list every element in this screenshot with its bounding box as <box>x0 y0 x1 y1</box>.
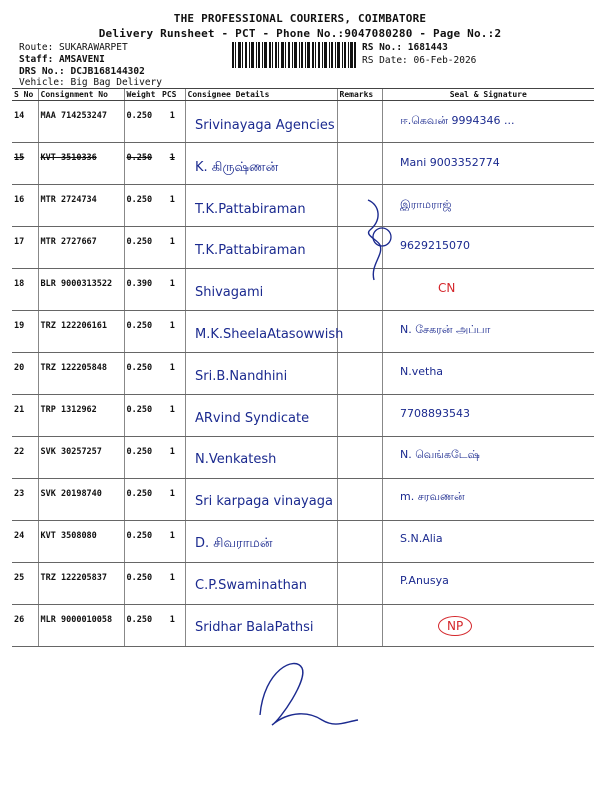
cell-sno-text: 24 <box>14 531 25 541</box>
cell-consignment <box>38 437 124 479</box>
handwritten-consignee: C.P.Swaminathan <box>195 577 308 593</box>
table-row <box>12 353 594 395</box>
handwritten-seal-signature: NP <box>438 616 472 636</box>
cell-weight-text: 0.250 <box>126 447 153 457</box>
table-row <box>12 143 594 185</box>
handwritten-consignee: Sri.B.Nandhini <box>195 368 288 384</box>
cell-pcs-text: 1 <box>169 279 175 289</box>
cell-pcs-text: 1 <box>169 195 175 205</box>
cell-pcs <box>160 605 185 647</box>
cell-weight <box>124 143 160 185</box>
staff-label: Staff: AMSAVENI <box>19 54 105 65</box>
cell-weight <box>124 395 160 437</box>
cell-weight-text: 0.250 <box>126 237 153 247</box>
cell-remarks <box>337 437 382 479</box>
cell-consignment <box>38 395 124 437</box>
runsheet-subtitle: Delivery Runsheet - PCT - Phone No.:9047080280 - Page No.:2 <box>98 27 502 40</box>
bottom-signature-icon <box>250 650 370 735</box>
cell-consignment-text: KVT 3508080 <box>40 531 97 541</box>
col-consignment: Consignment No <box>38 89 124 101</box>
cell-sno <box>12 521 38 563</box>
cell-sno <box>12 479 38 521</box>
handwritten-consignee: D. சிவராமன் <box>195 536 273 551</box>
cell-weight-text: 0.250 <box>126 405 153 415</box>
handwritten-consignee: ARvind Syndicate <box>195 410 310 426</box>
cell-seal <box>382 605 594 647</box>
cell-weight <box>124 311 160 353</box>
cell-sno-text: 26 <box>14 615 25 625</box>
cell-pcs-text: 1 <box>169 489 175 499</box>
drs-number: DRS No.: DCJB168144302 <box>19 66 145 77</box>
cell-consignment <box>38 563 124 605</box>
cell-weight <box>124 101 160 143</box>
handwritten-seal-signature: ஈ.கெவன் 9994346 ... <box>400 114 515 127</box>
cell-sno-text: 23 <box>14 489 25 499</box>
cell-pcs <box>160 353 185 395</box>
cell-pcs-text: 1 <box>169 615 175 625</box>
cell-sno-text: 16 <box>14 195 25 205</box>
cell-pcs-text: 1 <box>169 153 175 163</box>
cell-pcs <box>160 101 185 143</box>
cell-remarks <box>337 143 382 185</box>
cell-consignment <box>38 605 124 647</box>
cell-pcs <box>160 143 185 185</box>
cell-remarks <box>337 311 382 353</box>
handwritten-consignee: T.K.Pattabiraman <box>195 201 306 217</box>
delivery-table <box>12 88 594 647</box>
cell-consignment <box>38 521 124 563</box>
cell-weight <box>124 521 160 563</box>
cell-pcs-text: 1 <box>169 363 175 373</box>
cell-consignment <box>38 185 124 227</box>
cell-pcs <box>160 269 185 311</box>
bracket-scribble-icon <box>360 195 410 285</box>
table-header-row <box>12 89 594 101</box>
cell-consignment-text: MTR 2724734 <box>40 195 97 205</box>
cell-sno <box>12 311 38 353</box>
cell-weight-text: 0.250 <box>126 111 153 121</box>
cell-remarks <box>337 521 382 563</box>
cell-sno-text: 25 <box>14 573 25 583</box>
cell-sno <box>12 563 38 605</box>
cell-consignment-text: MLR 9000010058 <box>40 615 113 625</box>
cell-consignment-text: SVK 30257257 <box>40 447 102 457</box>
cell-weight-text: 0.390 <box>126 279 153 289</box>
cell-weight <box>124 605 160 647</box>
cell-sno <box>12 227 38 269</box>
cell-pcs <box>160 311 185 353</box>
handwritten-seal-signature: P.Anusya <box>400 573 449 587</box>
handwritten-consignee: Sri karpaga vinayaga <box>195 494 333 510</box>
barcode-icon <box>232 42 356 68</box>
cell-weight-text: 0.250 <box>126 615 153 625</box>
handwritten-seal-signature: N. சேகரன் அப்பா <box>400 323 491 336</box>
cell-sno <box>12 395 38 437</box>
cell-consignment-text: MTR 2727667 <box>40 237 97 247</box>
handwritten-consignee: Sridhar BalaPathsi <box>195 619 314 635</box>
cell-consignment-text: TRZ 122205837 <box>40 573 108 583</box>
cell-sno-text: 17 <box>14 237 25 247</box>
cell-seal <box>382 269 594 311</box>
handwritten-consignee: Shivagami <box>195 285 264 301</box>
handwritten-seal-signature: CN <box>438 281 456 296</box>
handwritten-seal-signature: m. சரவணன் <box>400 490 465 504</box>
cell-weight <box>124 437 160 479</box>
cell-sno <box>12 269 38 311</box>
route-label: Route: SUKARAWARPET <box>19 42 128 53</box>
cell-consignment <box>38 143 124 185</box>
col-consignee: Consignee Details <box>185 89 337 101</box>
cell-pcs-text: 1 <box>169 531 175 541</box>
vehicle-label: Vehicle: Big Bag Delivery <box>19 77 162 88</box>
handwritten-consignee: Srivinayaga Agencies <box>195 118 335 133</box>
cell-weight-text: 0.250 <box>126 531 153 541</box>
handwritten-consignee: N.Venkatesh <box>195 452 277 468</box>
cell-pcs <box>160 479 185 521</box>
cell-remarks <box>337 395 382 437</box>
cell-weight <box>124 563 160 605</box>
cell-sno <box>12 185 38 227</box>
cell-sno <box>12 143 38 185</box>
cell-sno <box>12 101 38 143</box>
cell-remarks <box>337 479 382 521</box>
cell-sno-text: 14 <box>14 111 25 121</box>
handwritten-seal-signature: N.vetha <box>400 364 444 378</box>
cell-consignment <box>38 353 124 395</box>
cell-remarks <box>337 101 382 143</box>
col-pcs: PCS <box>160 89 185 101</box>
cell-sno-text: 18 <box>14 279 25 289</box>
cell-pcs <box>160 185 185 227</box>
handwritten-seal-signature: N. வெங்கடேஷ் <box>400 448 480 462</box>
company-title: THE PROFESSIONAL COURIERS, COIMBATORE <box>173 12 427 25</box>
cell-sno <box>12 353 38 395</box>
cell-weight <box>124 479 160 521</box>
handwritten-seal-signature: இராமராஜ் <box>400 197 452 211</box>
col-seal: Seal & Signature <box>382 89 594 101</box>
handwritten-seal-signature: Mani 9003352774 <box>400 155 500 169</box>
cell-weight-text: 0.250 <box>126 195 153 205</box>
cell-pcs <box>160 437 185 479</box>
cell-weight-text: 0.250 <box>126 489 153 499</box>
handwritten-seal-signature: 7708893543 <box>400 406 470 420</box>
cell-consignment-text: KVT 3510336 <box>40 153 97 163</box>
cell-consignment <box>38 479 124 521</box>
cell-pcs-text: 1 <box>169 237 175 247</box>
table-row <box>12 269 594 311</box>
cell-sno-text: 20 <box>14 363 25 373</box>
cell-sno <box>12 437 38 479</box>
cell-consignment-text: MAA 714253247 <box>40 111 108 121</box>
cell-pcs-text: 1 <box>169 321 175 331</box>
cell-sno-text: 15 <box>14 153 25 163</box>
cell-pcs <box>160 521 185 563</box>
table-row <box>12 437 594 479</box>
handwritten-seal-signature: 9629215070 <box>400 239 470 253</box>
cell-pcs <box>160 227 185 269</box>
cell-sno-text: 21 <box>14 405 25 415</box>
cell-weight-text: 0.250 <box>126 363 153 373</box>
cell-consignment-text: SVK 20198740 <box>40 489 102 499</box>
cell-weight <box>124 185 160 227</box>
cell-consignment <box>38 227 124 269</box>
cell-pcs <box>160 395 185 437</box>
cell-consignment-text: TRP 1312962 <box>40 405 97 415</box>
cell-consignment <box>38 269 124 311</box>
cell-sno <box>12 605 38 647</box>
handwritten-seal-signature: S.N.Alia <box>400 532 443 545</box>
cell-consignment <box>38 101 124 143</box>
handwritten-consignee: K. கிருஷ்ணன் <box>195 159 279 175</box>
cell-remarks <box>337 563 382 605</box>
cell-weight <box>124 227 160 269</box>
cell-weight <box>124 269 160 311</box>
cell-pcs-text: 1 <box>169 447 175 457</box>
cell-pcs-text: 1 <box>169 405 175 415</box>
col-weight: Weight <box>124 89 160 101</box>
cell-consignment-text: BLR 9000313522 <box>40 279 113 289</box>
cell-weight-text: 0.250 <box>126 573 153 583</box>
cell-sno-text: 22 <box>14 447 25 457</box>
rs-date: RS Date: 06-Feb-2026 <box>362 55 477 66</box>
col-remarks: Remarks <box>337 89 382 101</box>
cell-consignment-text: TRZ 122206161 <box>40 321 108 331</box>
rs-number: RS No.: 1681443 <box>362 42 448 53</box>
handwritten-consignee: T.K.Pattabiraman <box>195 243 306 259</box>
cell-consignment-text: TRZ 122205848 <box>40 363 108 373</box>
table-row <box>12 521 594 563</box>
cell-weight-text: 0.250 <box>126 321 153 331</box>
cell-consignment <box>38 311 124 353</box>
col-sno: S No <box>12 89 38 101</box>
cell-remarks <box>337 605 382 647</box>
cell-remarks <box>337 353 382 395</box>
cell-pcs <box>160 563 185 605</box>
cell-weight <box>124 353 160 395</box>
cell-sno-text: 19 <box>14 321 25 331</box>
cell-pcs-text: 1 <box>169 573 175 583</box>
cell-weight-text: 0.250 <box>126 153 153 163</box>
handwritten-consignee: M.K.SheelaAtasowwish <box>195 327 344 342</box>
cell-pcs-text: 1 <box>169 111 175 121</box>
